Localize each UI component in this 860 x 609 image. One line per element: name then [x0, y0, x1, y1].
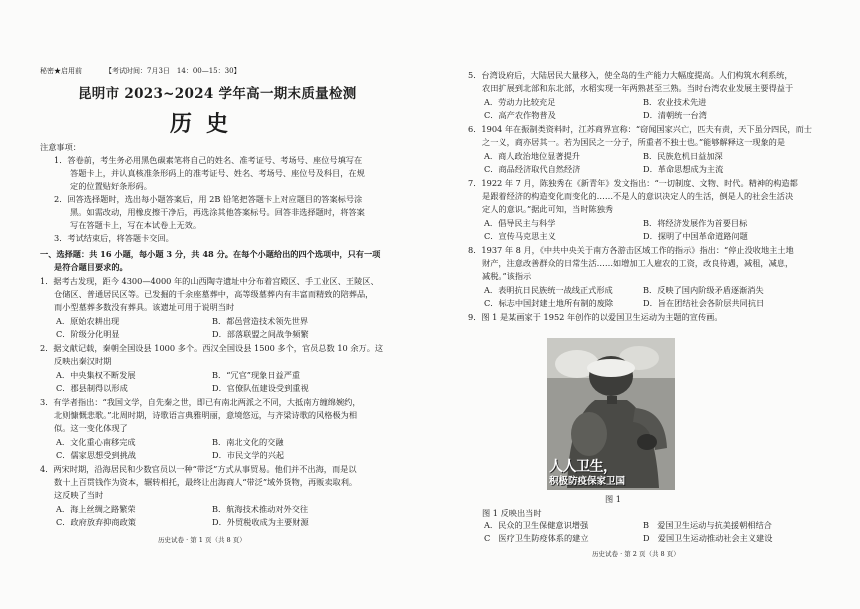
q6-option-c: C．商品经济取代自然经济	[484, 164, 581, 174]
q7-stem: 7．1922 年 7 月，陈独秀在《新青年》发文指出：“一切制度、文物、时代。精神的构造都	[468, 178, 798, 188]
q2-option-d: D．官僚队伍建设受到重视	[212, 383, 309, 393]
poster-slogan-line-2: 积极防疫保家卫国	[549, 476, 626, 487]
propaganda-poster-image	[547, 338, 675, 490]
q5-option-d: D．清朝统一台湾	[643, 110, 707, 120]
q1-option-a: A．原始农耕出现	[56, 316, 120, 326]
q3-option-d: D．市民文学的兴起	[212, 450, 285, 460]
q4-option-a: A．海上丝绸之路繁荣	[56, 504, 136, 514]
q2-option-b: B．“冗官”现象日益严重	[212, 370, 301, 380]
q9-option-d: D 爱国卫生运动推动社会主义建设	[643, 533, 773, 543]
q2-option-c: C．郡县制得以形成	[56, 383, 128, 393]
q7-option-c: C．宣传马克思主义	[484, 231, 556, 241]
q6-option-b: B．民族危机日益加深	[643, 151, 723, 161]
q3-option-b: B．南北文化的交融	[212, 437, 284, 447]
figure-caption: 图 1	[605, 494, 621, 504]
q7-option-a: A．倡导民主与科学	[484, 218, 556, 228]
section-instructions-cont: 是符合题目要求的。	[54, 262, 128, 272]
section-instructions: 一、选择题：共 16 小题，每小题 3 分，共 48 分。在每个小题给出的四个选项中，只有一项	[40, 249, 381, 259]
q4-stem: 4．两宋时期，沿海居民和少数官员以一种“带泛”方式从事贸易。他们并不出海，而是以	[40, 464, 357, 474]
q4-option-c: C．政府放弃抑商政策	[56, 517, 136, 527]
note-line: 1．答卷前，考生务必用黑色碳素笔将自己的姓名、准考证号、考场号、座位号填写在	[54, 155, 363, 165]
q8-option-a: A．表明抗日民族统一战线正式形成	[484, 285, 613, 295]
q8-option-d: D．旨在团结社会各阶层共同抗日	[643, 298, 765, 308]
q7-stem: 定人的意识。”据此可知，当时陈独秀	[482, 204, 614, 214]
q7-option-b: B．将经济发展作为首要目标	[643, 218, 748, 228]
page-footer: 历史试卷 · 第 1 页（共 8 页）	[158, 536, 246, 544]
q1-option-c: C．阶级分化明显	[56, 329, 120, 339]
note-line: 2．回答选择题时，选出每小题答案后，用 2B 铅笔把答题卡上对应题目的答案标号涂	[54, 194, 363, 204]
q5-option-b: B．农业技术先进	[643, 97, 707, 107]
secret-label: 秘密★启用前	[40, 67, 82, 75]
q1-option-b: B．都邑营造技术领先世界	[212, 316, 309, 326]
exam-title: 昆明市 2023~2024 学年高一期末质量检测	[78, 86, 357, 102]
q9-option-b: B 爱国卫生运动与抗美援朝相结合	[643, 520, 772, 530]
q2-option-a: A．中央集权不断发展	[56, 370, 136, 380]
q6-option-d: D．革命思想成为主流	[643, 164, 724, 174]
q4-stem: 这反映了当时	[54, 490, 104, 500]
q4-option-d: D．外贸税收成为主要财源	[212, 517, 309, 527]
q3-stem: 北则慷慨悲歌。”北周时期，诗歌语言典雅明丽，意境悠远，与齐梁诗歌的风格极为相	[54, 410, 358, 420]
q3-option-a: A．文化重心南移完成	[56, 437, 136, 447]
q6-stem: 6．1904 年在振制类资料时，江苏商界宣称：“窃闻国家兴亡，匹夫有责，天下虽分四民，而士	[468, 124, 812, 134]
note-line: 写在答题卡上，写在本试卷上无效。	[70, 220, 202, 230]
page-footer: 历史试卷 · 第 2 页（共 8 页）	[592, 550, 680, 558]
q6-option-a: A．商人政治地位显著提升	[484, 151, 580, 161]
q7-stem: 是跟着经济的构造变化而变化的……不是人的意识决定人的生活，倒是人的社会生活决	[482, 191, 794, 201]
q9-stem: 9．图 1 是某画家于 1952 年创作的以爱国卫生运动为主题的宣传画。	[468, 312, 723, 322]
q5-stem: 农田扩展到北部和东北部，水稻实现一年两熟甚至三熟。当时台湾农业发展主要得益于	[482, 83, 794, 93]
exam-time: 【考试时间：7月3日 14：00—15：30】	[105, 67, 241, 75]
q9-stem-after: 图 1 反映出当时	[482, 508, 542, 518]
q8-stem: 财产，注意改善群众的日常生活……如增加工人雇农的工资，改良待遇，减租，减息，	[482, 258, 794, 268]
q3-stem: 3．有学者指出：“我国文学，自先秦之世，即已有南北两派之不同，大抵南方缠绵婉约，	[40, 397, 361, 407]
q9-option-c: C 医疗卫生防疫体系的建立	[484, 533, 589, 543]
q4-stem: 数十上百贯钱作为资本，辗转相托，最终让出海商人“带泛”域外货物，再贩卖取利。	[54, 477, 358, 487]
note-line: 3．考试结束后，将答题卡交回。	[54, 233, 174, 243]
q7-option-d: D．探明了中国革命道路问题	[643, 231, 748, 241]
note-line: 答题卡上，并认真核准条形码上的准考证号、姓名、考场号、座位号及科目，在规	[70, 168, 365, 178]
q5-option-a: A．劳动力比较充足	[484, 97, 556, 107]
q9-option-a: A．民众的卫生保健意识增强	[484, 520, 589, 530]
q4-option-b: B．航海技术推动对外交往	[212, 504, 309, 514]
q1-option-d: D．部落联盟之间战争频繁	[212, 329, 309, 339]
q2-stem: 2．据文献记载，秦朝全国设县 1000 多个。西汉全国设县 1500 多个，官员总数 10 余万。这	[40, 343, 384, 353]
q3-stem: 似。这一变化体现了	[54, 423, 128, 433]
q1-stem: 仓储区、普通居民区等。已发掘的千余座墓葬中，高等级墓葬内有丰富而精致的陪葬品，	[54, 289, 374, 299]
q1-stem: 而小型墓葬多数没有葬具。该遗址可用于说明当时	[54, 302, 235, 312]
subject-title: 历史	[170, 111, 243, 137]
note-line: 定的位置贴好条形码。	[70, 181, 152, 191]
note-line: 黑。如需改动，用橡皮擦干净后，再选涂其他答案标号。回答非选择题时，将答案	[70, 207, 365, 217]
q6-stem: 之一义，商亦居其一。若为国民之一分子，所重者不独士也。”能够解释这一现象的是	[482, 137, 786, 147]
q2-stem: 反映出秦汉时期	[54, 356, 112, 366]
q8-option-b: B．反映了国内阶级矛盾逐渐消失	[643, 285, 764, 295]
q1-stem: 1．据考古发现，距今 4300—4000 年的山西陶寺遗址中分布着宫殿区、手工业区、王陵区、	[40, 276, 379, 286]
q3-option-c: C．儒家思想受到挑战	[56, 450, 136, 460]
q8-stem: 减税。”该指示	[482, 271, 532, 281]
notes-heading: 注意事项：	[40, 142, 81, 152]
q5-option-c: C．高产农作物普及	[484, 110, 556, 120]
q8-stem: 8．1937 年 8 月，《中共中央关于南方各游击区域工作的指示》指出：“停止没收地主土地	[468, 245, 794, 255]
poster-slogan: 人人卫生，	[549, 459, 617, 475]
q5-stem: 5．台湾设府后，大陆居民大量移入，使全岛的生产能力大幅度提高。人们构筑水利系统，	[468, 70, 793, 80]
q8-option-c: C．标志中国封建土地所有制的废除	[484, 298, 614, 308]
